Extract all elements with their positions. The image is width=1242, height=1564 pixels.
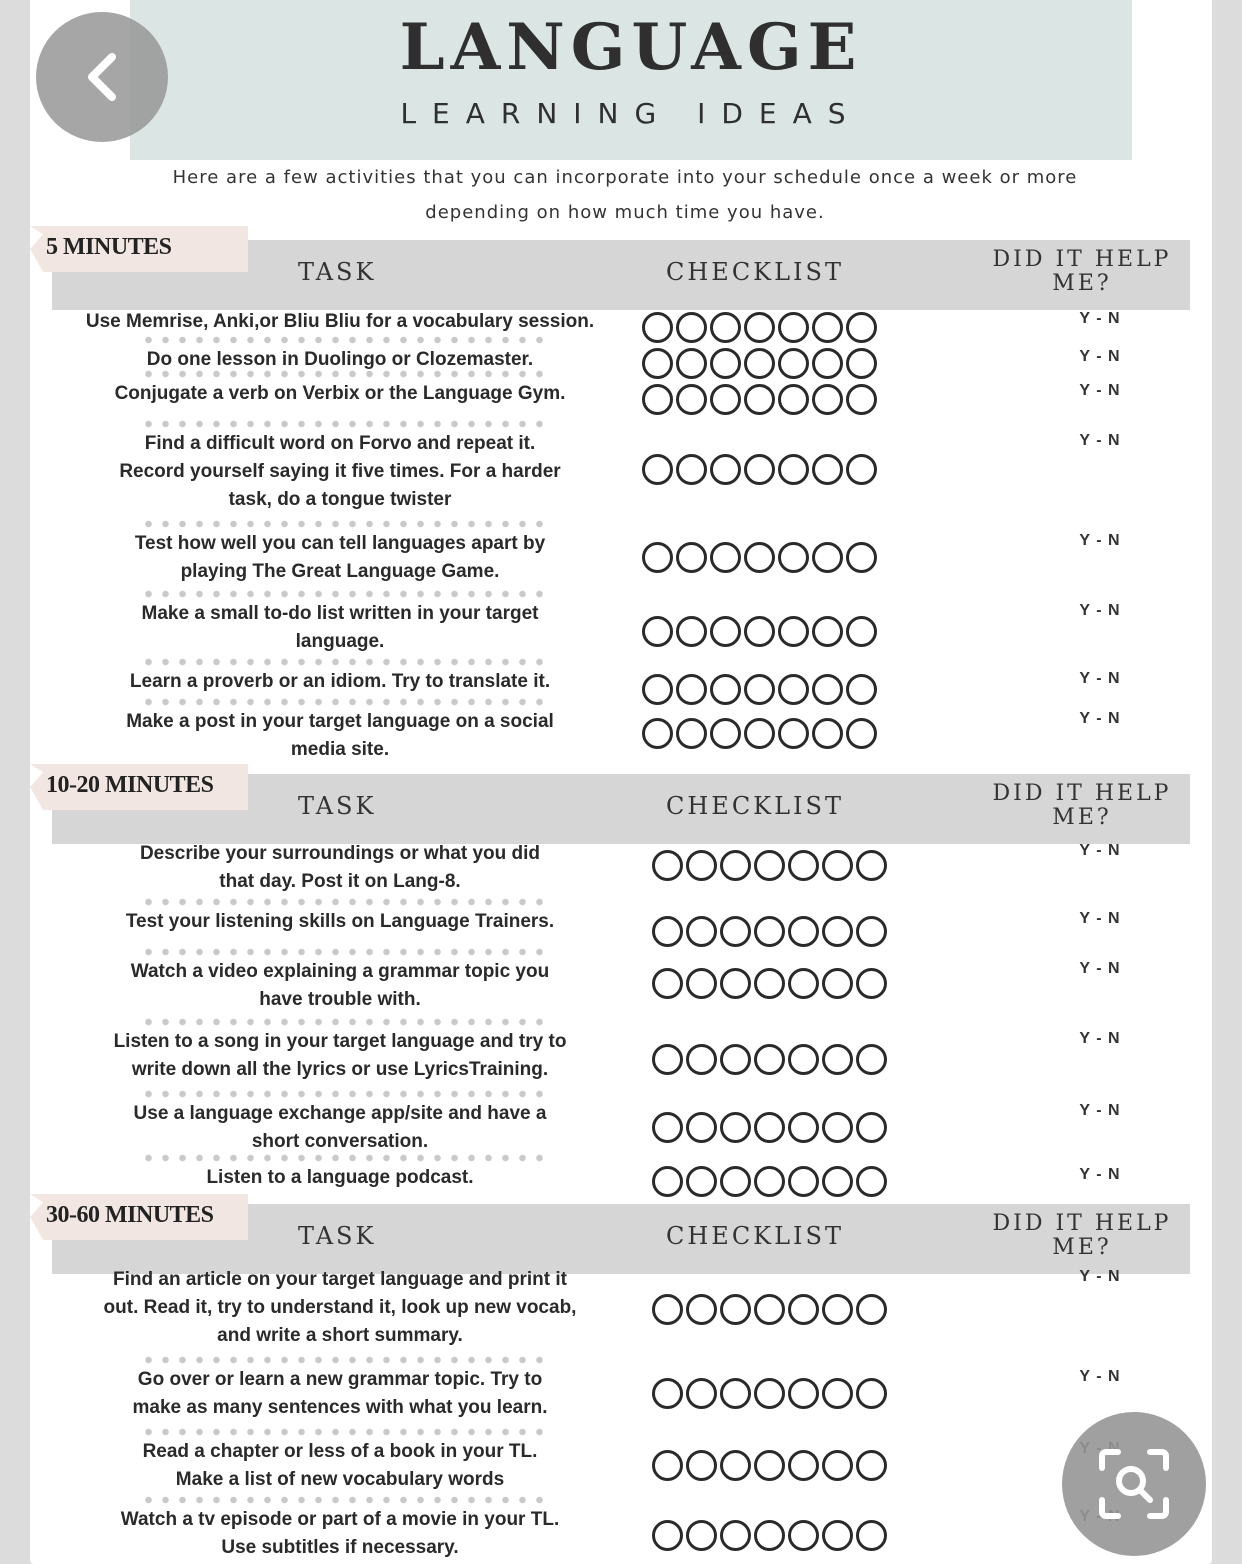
task-line: Watch a video explaining a grammar topic you <box>130 961 550 982</box>
checkbox-circle[interactable] <box>676 674 707 705</box>
checkbox-circle[interactable] <box>676 718 707 749</box>
task-description <box>50 668 630 696</box>
checkbox-circle[interactable] <box>744 616 775 647</box>
checkbox-circle[interactable] <box>856 916 887 947</box>
task-line: short conversation. <box>251 1131 429 1152</box>
checkbox-circle[interactable] <box>720 916 751 947</box>
column-header-task: TASK <box>298 792 377 820</box>
dotted-divider <box>140 590 550 598</box>
checkbox-circle[interactable] <box>812 674 843 705</box>
task-line: media site. <box>290 739 390 760</box>
checklist-circles <box>642 454 877 485</box>
checklist-circles <box>652 1044 887 1075</box>
section-label: 5 MINUTES <box>46 234 172 260</box>
column-header-task: TASK <box>298 1222 377 1250</box>
checkbox-circle[interactable] <box>856 1378 887 1409</box>
checklist-circles <box>642 312 877 343</box>
checkbox-circle[interactable] <box>856 1520 887 1551</box>
checkbox-circle[interactable] <box>652 850 683 881</box>
checkbox-circle[interactable] <box>822 1166 853 1197</box>
task-description <box>50 1438 630 1494</box>
yes-no-option[interactable]: Y - N <box>1079 348 1121 365</box>
checkbox-circle[interactable] <box>778 348 809 379</box>
checkbox-circle[interactable] <box>788 1044 819 1075</box>
task-line: Learn a proverb or an idiom. Try to translate it. <box>129 671 551 692</box>
checkbox-circle[interactable] <box>642 348 673 379</box>
checkbox-circle[interactable] <box>754 968 785 999</box>
checkbox-circle[interactable] <box>710 384 741 415</box>
checkbox-circle[interactable] <box>754 850 785 881</box>
checkbox-circle[interactable] <box>846 384 877 415</box>
visual-search-button[interactable] <box>1062 1412 1206 1556</box>
section-label: 30-60 MINUTES <box>46 1202 214 1228</box>
checklist-circles <box>652 1450 887 1481</box>
checkbox-circle[interactable] <box>788 968 819 999</box>
checkbox-circle[interactable] <box>676 348 707 379</box>
checklist-circles <box>652 1378 887 1409</box>
checkbox-circle[interactable] <box>778 312 809 343</box>
task-line: Describe your surroundings or what you did <box>139 843 541 864</box>
checkbox-circle[interactable] <box>754 1294 785 1325</box>
checklist-circles <box>652 968 887 999</box>
checkbox-circle[interactable] <box>720 1044 751 1075</box>
task-description <box>50 430 630 514</box>
checkbox-circle[interactable] <box>720 1378 751 1409</box>
task-line: and write a short summary. <box>217 1325 463 1346</box>
checkbox-circle[interactable] <box>788 1378 819 1409</box>
task-line: Read a chapter or less of a book in your TL. <box>142 1441 538 1462</box>
task-line: Test how well you can tell languages apart by <box>134 533 546 554</box>
page-title: LANGUAGE <box>399 10 863 85</box>
checkbox-circle[interactable] <box>788 1112 819 1143</box>
yes-no-option[interactable]: Y - N <box>1079 1030 1121 1047</box>
intro-text <box>110 160 1140 230</box>
checkbox-circle[interactable] <box>856 1166 887 1197</box>
yes-no-option[interactable]: Y - N <box>1079 670 1121 687</box>
task-line: Make a post in your target language on a social <box>126 711 554 732</box>
checkbox-circle[interactable] <box>642 454 673 485</box>
checklist-circles <box>642 616 877 647</box>
intro-line: depending on how much time you have. <box>425 202 825 223</box>
intro-line: Here are a few activities that you can incorporate into your schedule once a week or more <box>172 167 1078 188</box>
dotted-divider <box>140 1356 550 1364</box>
task-line: Do one lesson in Duolingo or Clozemaster. <box>146 349 534 370</box>
checkbox-circle[interactable] <box>822 916 853 947</box>
dotted-divider <box>140 520 550 528</box>
header-banner <box>130 0 1132 160</box>
checkbox-circle[interactable] <box>846 674 877 705</box>
task-line: Find a difficult word on Forvo and repeat it. <box>144 433 536 454</box>
yes-no-option[interactable]: Y - N <box>1079 1166 1121 1183</box>
checkbox-circle[interactable] <box>822 1294 853 1325</box>
task-description <box>50 1366 630 1422</box>
task-line: Conjugate a verb on Verbix or the Language Gym. <box>114 383 566 404</box>
checkbox-circle[interactable] <box>686 850 717 881</box>
checkbox-circle[interactable] <box>652 1450 683 1481</box>
task-description <box>50 840 630 896</box>
checkbox-circle[interactable] <box>710 674 741 705</box>
checkbox-circle[interactable] <box>686 1520 717 1551</box>
task-line: playing The Great Language Game. <box>180 561 500 582</box>
task-line: Listen to a song in your target language and try to <box>113 1031 567 1052</box>
checkbox-circle[interactable] <box>846 348 877 379</box>
task-description <box>50 1266 630 1350</box>
task-line: Use Memrise, Anki,or Bliu Bliu for a vocabulary session. <box>85 311 595 332</box>
checkbox-circle[interactable] <box>788 1520 819 1551</box>
yes-no-option[interactable]: Y - N <box>1079 310 1121 327</box>
checkbox-circle[interactable] <box>720 1294 751 1325</box>
dotted-divider <box>140 698 550 706</box>
checkbox-circle[interactable] <box>778 674 809 705</box>
checkbox-circle[interactable] <box>642 542 673 573</box>
column-header-checklist: CHECKLIST <box>666 258 844 286</box>
checkbox-circle[interactable] <box>754 916 785 947</box>
checkbox-circle[interactable] <box>642 718 673 749</box>
checkbox-circle[interactable] <box>676 384 707 415</box>
task-description <box>50 1028 630 1084</box>
checkbox-circle[interactable] <box>812 616 843 647</box>
checkbox-circle[interactable] <box>676 616 707 647</box>
task-line: Listen to a language podcast. <box>206 1167 474 1188</box>
checkbox-circle[interactable] <box>856 968 887 999</box>
checkbox-circle[interactable] <box>720 1166 751 1197</box>
checkbox-circle[interactable] <box>856 1294 887 1325</box>
column-header-helpful-line: ME? <box>1052 1235 1112 1260</box>
yes-no-option[interactable]: Y - N <box>1079 960 1121 977</box>
checkbox-circle[interactable] <box>676 312 707 343</box>
checkbox-circle[interactable] <box>652 916 683 947</box>
column-header-helpful <box>982 1212 1182 1260</box>
checkbox-circle[interactable] <box>754 1450 785 1481</box>
yes-no-option[interactable]: Y - N <box>1079 432 1121 449</box>
task-line: make as many sentences with what you learn. <box>132 1397 548 1418</box>
checkbox-circle[interactable] <box>856 1112 887 1143</box>
checkbox-circle[interactable] <box>788 1450 819 1481</box>
column-header-helpful-line: ME? <box>1052 271 1112 296</box>
checkbox-circle[interactable] <box>778 718 809 749</box>
checkbox-circle[interactable] <box>652 1520 683 1551</box>
dotted-divider <box>140 370 550 378</box>
time-section <box>30 1194 1212 1260</box>
dotted-divider <box>140 948 550 956</box>
checkbox-circle[interactable] <box>686 1166 717 1197</box>
task-description <box>50 380 630 408</box>
checklist-circles <box>642 718 877 749</box>
checkbox-circle[interactable] <box>744 718 775 749</box>
checklist-circles <box>652 916 887 947</box>
checkbox-circle[interactable] <box>744 312 775 343</box>
checkbox-circle[interactable] <box>686 1044 717 1075</box>
checkbox-circle[interactable] <box>642 616 673 647</box>
dotted-divider <box>140 336 550 344</box>
task-line: write down all the lyrics or use LyricsTraining. <box>131 1059 549 1080</box>
yes-no-option[interactable]: Y - N <box>1079 910 1121 927</box>
checkbox-circle[interactable] <box>744 454 775 485</box>
task-description <box>50 1164 630 1192</box>
checkbox-circle[interactable] <box>686 1112 717 1143</box>
checkbox-circle[interactable] <box>778 384 809 415</box>
column-header-helpful-line: DID IT HELP <box>992 781 1172 806</box>
task-line: Make a list of new vocabulary words <box>175 1469 505 1490</box>
task-description <box>50 1100 630 1156</box>
checkbox-circle[interactable] <box>822 968 853 999</box>
checkbox-circle[interactable] <box>754 1378 785 1409</box>
task-line: that day. Post it on Lang-8. <box>219 871 461 892</box>
checklist-circles <box>652 1166 887 1197</box>
checkbox-circle[interactable] <box>744 542 775 573</box>
checkbox-circle[interactable] <box>856 1044 887 1075</box>
column-header-helpful-line: DID IT HELP <box>992 247 1172 272</box>
checkbox-circle[interactable] <box>710 616 741 647</box>
checkbox-circle[interactable] <box>686 1450 717 1481</box>
column-header-checklist: CHECKLIST <box>666 1222 844 1250</box>
checkbox-circle[interactable] <box>822 1112 853 1143</box>
checkbox-circle[interactable] <box>846 718 877 749</box>
dotted-divider <box>140 420 550 428</box>
checkbox-circle[interactable] <box>720 850 751 881</box>
dotted-divider <box>140 1428 550 1436</box>
checkbox-circle[interactable] <box>846 542 877 573</box>
checkbox-circle[interactable] <box>652 1294 683 1325</box>
yes-no-option[interactable]: Y - N <box>1079 710 1121 727</box>
task-description <box>50 530 630 586</box>
checkbox-circle[interactable] <box>788 1166 819 1197</box>
checkbox-circle[interactable] <box>686 968 717 999</box>
task-description <box>50 958 630 1014</box>
task-description <box>50 600 630 656</box>
task-line: Watch a tv episode or part of a movie in your TL. <box>120 1509 560 1530</box>
checkbox-circle[interactable] <box>686 916 717 947</box>
dotted-divider <box>140 1090 550 1098</box>
task-line: task, do a tongue twister <box>228 489 452 510</box>
dotted-divider <box>140 1018 550 1026</box>
task-line: Find an article on your target language and print it <box>113 1269 567 1290</box>
checklist-circles <box>652 1112 887 1143</box>
checkbox-circle[interactable] <box>812 348 843 379</box>
checkbox-circle[interactable] <box>652 968 683 999</box>
checklist-circles <box>642 348 877 379</box>
checkbox-circle[interactable] <box>710 312 741 343</box>
column-header-helpful-line: ME? <box>1052 805 1112 830</box>
task-line: Use a language exchange app/site and have a <box>133 1103 547 1124</box>
task-description <box>50 308 630 336</box>
checkbox-circle[interactable] <box>822 850 853 881</box>
checkbox-circle[interactable] <box>754 1044 785 1075</box>
visual-search-icon <box>1096 1446 1172 1522</box>
checklist-circles <box>642 542 877 573</box>
checkbox-circle[interactable] <box>754 1166 785 1197</box>
yes-no-option[interactable]: Y - N <box>1079 842 1121 859</box>
checkbox-circle[interactable] <box>754 1520 785 1551</box>
checkbox-circle[interactable] <box>822 1378 853 1409</box>
checkbox-circle[interactable] <box>686 1378 717 1409</box>
checkbox-circle[interactable] <box>778 454 809 485</box>
checklist-circles <box>642 384 877 415</box>
checkbox-circle[interactable] <box>652 1166 683 1197</box>
yes-no-option[interactable]: Y - N <box>1079 1368 1121 1385</box>
task-line: Make a small to-do list written in your target <box>141 603 539 624</box>
dotted-divider <box>140 1496 550 1504</box>
checkbox-circle[interactable] <box>778 542 809 573</box>
task-line: Go over or learn a new grammar topic. Try to <box>137 1369 543 1390</box>
checkbox-circle[interactable] <box>652 1044 683 1075</box>
checkbox-circle[interactable] <box>846 312 877 343</box>
section-label: 10-20 MINUTES <box>46 772 214 798</box>
checkbox-circle[interactable] <box>754 1112 785 1143</box>
checkbox-circle[interactable] <box>788 850 819 881</box>
checkbox-circle[interactable] <box>856 850 887 881</box>
yes-no-option[interactable]: Y - N <box>1079 532 1121 549</box>
page-subtitle: LEARNING IDEAS <box>400 97 862 130</box>
chevron-left-icon <box>82 51 122 103</box>
task-line: language. <box>295 631 385 652</box>
checkbox-circle[interactable] <box>744 348 775 379</box>
task-line: out. Read it, try to understand it, look up new vocab, <box>103 1297 577 1318</box>
checkbox-circle[interactable] <box>710 348 741 379</box>
column-header-task: TASK <box>298 258 377 286</box>
yes-no-option[interactable]: Y - N <box>1079 602 1121 619</box>
task-line: have trouble with. <box>259 989 421 1010</box>
task-line: Use subtitles if necessary. <box>221 1537 459 1558</box>
checkbox-circle[interactable] <box>822 1450 853 1481</box>
yes-no-option[interactable]: Y - N <box>1079 1268 1121 1285</box>
checklist-circles <box>652 1520 887 1551</box>
checkbox-circle[interactable] <box>710 454 741 485</box>
checkbox-circle[interactable] <box>812 542 843 573</box>
task-line: Test your listening skills on Language Trainers. <box>125 911 555 932</box>
checkbox-circle[interactable] <box>822 1044 853 1075</box>
checkbox-circle[interactable] <box>720 1520 751 1551</box>
dotted-divider <box>140 1154 550 1162</box>
column-header-checklist: CHECKLIST <box>666 792 844 820</box>
checkbox-circle[interactable] <box>642 674 673 705</box>
checkbox-circle[interactable] <box>812 454 843 485</box>
checkbox-circle[interactable] <box>812 312 843 343</box>
checkbox-circle[interactable] <box>744 384 775 415</box>
time-section <box>30 764 1212 830</box>
checkbox-circle[interactable] <box>720 1450 751 1481</box>
checkbox-circle[interactable] <box>720 968 751 999</box>
checkbox-circle[interactable] <box>686 1294 717 1325</box>
checkbox-circle[interactable] <box>778 616 809 647</box>
checkbox-circle[interactable] <box>846 454 877 485</box>
checkbox-circle[interactable] <box>788 1294 819 1325</box>
time-section <box>30 226 1212 296</box>
checkbox-circle[interactable] <box>676 454 707 485</box>
checkbox-circle[interactable] <box>846 616 877 647</box>
task-description <box>50 708 630 764</box>
checkbox-circle[interactable] <box>720 1112 751 1143</box>
checkbox-circle[interactable] <box>710 542 741 573</box>
checkbox-circle[interactable] <box>822 1520 853 1551</box>
checkbox-circle[interactable] <box>652 1378 683 1409</box>
dotted-divider <box>140 898 550 906</box>
column-header-helpful <box>982 248 1182 296</box>
checkbox-circle[interactable] <box>744 674 775 705</box>
checklist-circles <box>642 674 877 705</box>
column-header-helpful <box>982 782 1182 830</box>
checkbox-circle[interactable] <box>642 384 673 415</box>
task-description <box>50 1506 630 1562</box>
checkbox-circle[interactable] <box>812 718 843 749</box>
yes-no-option[interactable]: Y - N <box>1079 1102 1121 1119</box>
checkbox-circle[interactable] <box>788 916 819 947</box>
dotted-divider <box>140 658 550 666</box>
yes-no-option[interactable]: Y - N <box>1079 382 1121 399</box>
task-description <box>50 908 630 936</box>
back-button[interactable] <box>36 12 168 142</box>
checkbox-circle[interactable] <box>676 542 707 573</box>
task-line: Record yourself saying it five times. For a harder <box>119 461 561 482</box>
checklist-circles <box>652 850 887 881</box>
column-header-helpful-line: DID IT HELP <box>992 1211 1172 1236</box>
checkbox-circle[interactable] <box>812 384 843 415</box>
checkbox-circle[interactable] <box>710 718 741 749</box>
checklist-circles <box>652 1294 887 1325</box>
checkbox-circle[interactable] <box>642 312 673 343</box>
checkbox-circle[interactable] <box>856 1450 887 1481</box>
checkbox-circle[interactable] <box>652 1112 683 1143</box>
worksheet-page <box>30 0 1212 1564</box>
